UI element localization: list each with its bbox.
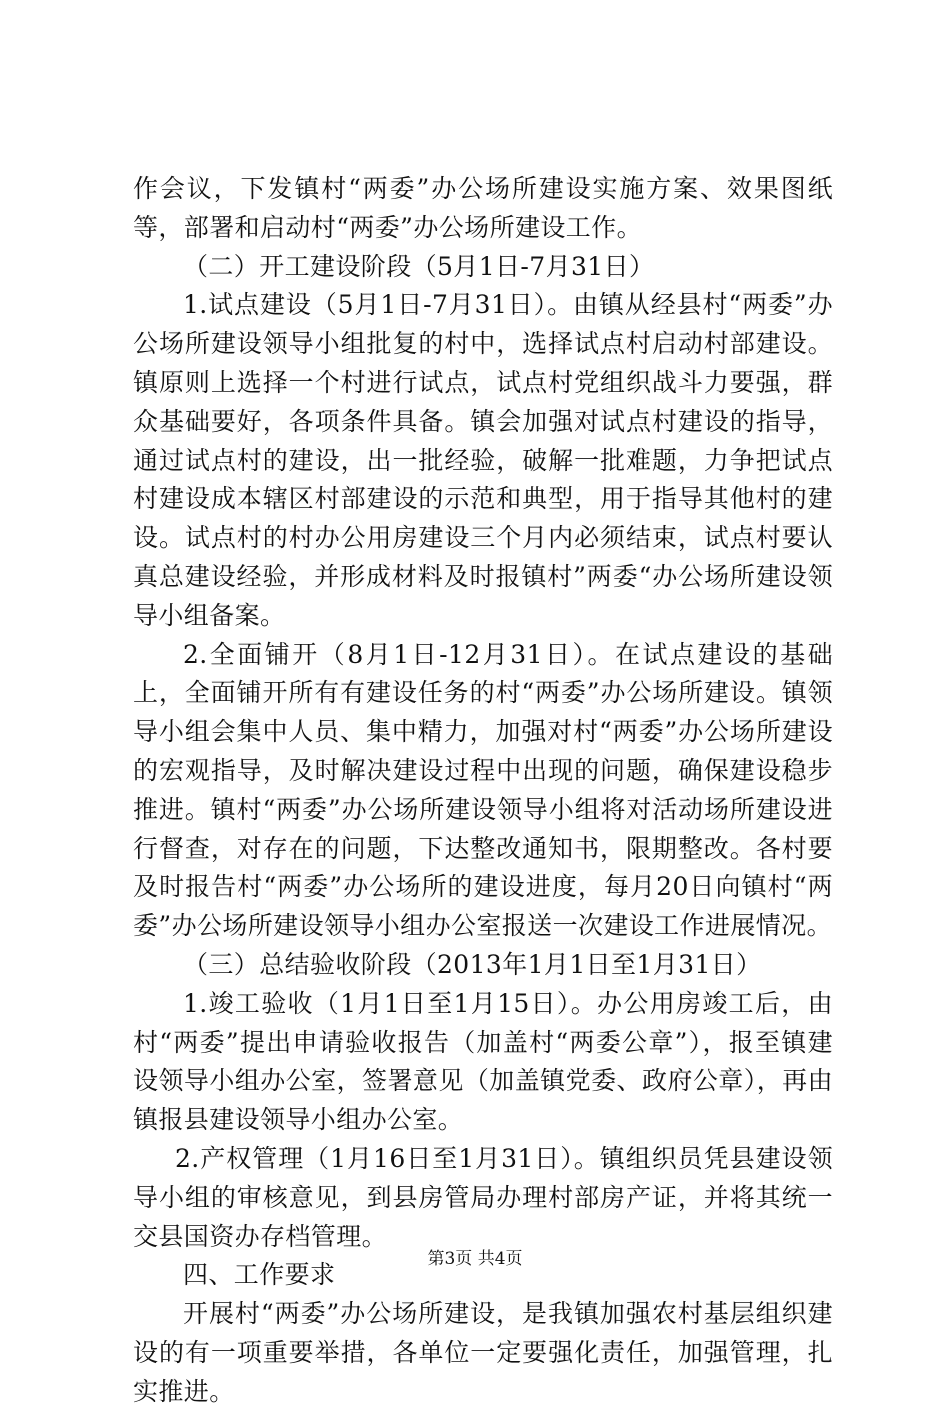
paragraph-property-management: 2.产权管理（1月16日至1月31日）。镇组织员凭县建设领导小组的审核意见，到县房管局办理村部房产证，并将其统一交县国资办存档管理。	[133, 1143, 833, 1251]
section-heading-acceptance: （三）总结验收阶段（2013年1月1日至1月31日）	[183, 949, 762, 979]
document-body	[133, 170, 833, 1412]
paragraph-completion-acceptance: 1.竣工验收（1月1日至1月15日）。办公用房竣工后，由村“两委”提出申请验收报告（加盖村“两委公章”），报至镇建设领导小组办公室，签署意见（加盖镇党委、政府公章），再由镇报县建设领导小组办公室。	[133, 988, 833, 1135]
paragraph-work-requirements: 开展村“两委”办公场所建设，是我镇加强农村基层组织建设的有一项重要举措，各单位一定要强化责任，加强管理，扎实推进。	[133, 1299, 833, 1406]
paragraph-full-rollout: 2.全面铺开（8月1日-12月31日）。在试点建设的基础上，全面铺开所有有建设任务的村“两委”办公场所建设。镇领导小组会集中人员、集中精力，加强对村“两委”办公场所建设的宏观指导，及时解决建设过程中出现的问题，确保建设稳步推进。镇村“两委”办公场所建设领导小组将对活动场所建设进行督查，对存在的问题，下达整改通知书，限期整改。各村要及时报告村“两委”办公场所的建设进度，每月20日向镇村“两委”办公场所建设领导小组办公室报送一次建设工作进展情况。	[133, 639, 833, 941]
section-heading-work-requirements: 四、工作要求	[183, 1260, 336, 1290]
paragraph-continuation: 作会议，下发镇村“两委”办公场所建设实施方案、效果图纸等，部署和启动村“两委”办公场所建设工作。	[133, 174, 833, 242]
section-heading-construction: （二）开工建设阶段（5月1日-7月31日）	[183, 251, 655, 281]
page-number-footer: 第3页 共4页	[427, 1249, 523, 1269]
paragraph-pilot-construction: 1.试点建设（5月1日-7月31日）。由镇从经县村“两委”办公场所建设领导小组批复的村中，选择试点村启动村部建设。镇原则上选择一个村进行试点，试点村党组织战斗力要强，群众基础要好，各项条件具备。镇会加强对试点村建设的指导，通过试点村的建设，出一批经验，破解一批难题，力争把试点村建设成本辖区村部建设的示范和典型，用于指导其他村的建设。试点村的村办公用房建设三个月内必须结束，试点村要认真总建设经验，并形成材料及时报镇村”两委“办公场所建设领导小组备案。	[133, 290, 833, 630]
